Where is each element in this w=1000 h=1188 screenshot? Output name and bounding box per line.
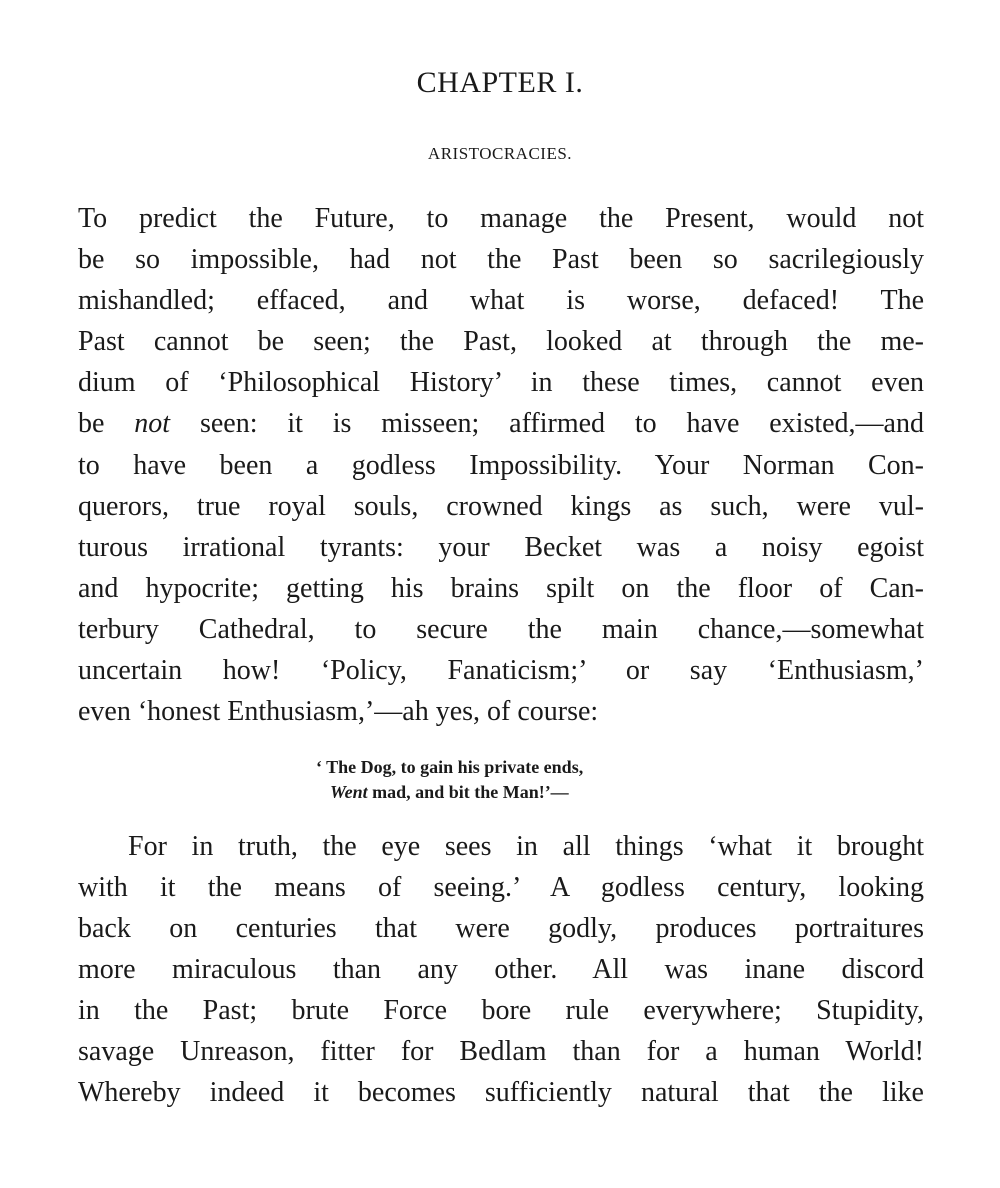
paragraph-line: more miraculous than any other. All was inane discord: [78, 954, 924, 985]
verse-emphasis: Went: [330, 782, 368, 802]
paragraph-line: in the Past; brute Force bore rule everywhere; Stupidity,: [78, 995, 924, 1026]
verse-line: ‘ The Dog, to gain his private ends,: [316, 757, 584, 777]
verse-line: [330, 781, 569, 803]
line-text: be: [78, 408, 135, 439]
paragraph-line: and hypocrite; getting his brains spilt on the floor of Can-: [78, 573, 924, 604]
paragraph-line: Whereby indeed it becomes sufficiently natural that the like: [78, 1077, 924, 1108]
paragraph-line: uncertain how! ‘Policy, Fanaticism;’ or say ‘Enthusiasm,’: [78, 655, 924, 686]
paragraph-line: terbury Cathedral, to secure the main chance,—somewhat: [78, 614, 924, 645]
paragraph-line: to have been a godless Impossibility. Your Norman Con-: [78, 450, 924, 481]
paragraph-line: savage Unreason, fitter for Bedlam than for a human World!: [78, 1036, 924, 1067]
paragraph-line: mishandled; effaced, and what is worse, defaced! The: [78, 285, 924, 316]
chapter-title: CHAPTER I.: [416, 66, 584, 99]
paragraph-line: [78, 407, 924, 441]
paragraph-line: For in truth, the eye sees in all things ‘what it brought: [128, 831, 924, 862]
paragraph-line: dium of ‘Philosophical History’ in these times, cannot even: [78, 367, 924, 398]
emphasis-text: not: [134, 408, 171, 439]
paragraph-line: Past cannot be seen; the Past, looked at through the me-: [78, 326, 924, 357]
paragraph-line: be so impossible, had not the Past been so sacrilegiously: [78, 244, 924, 275]
paragraph-line: back on centuries that were godly, produces portraitures: [78, 913, 924, 944]
paragraph-line: To predict the Future, to manage the Present, would not: [78, 203, 924, 234]
paragraph-line: with it the means of seeing.’ A godless century, looking: [78, 872, 924, 903]
chapter-subtitle: ARISTOCRACIES.: [427, 144, 573, 163]
paragraph-line: turous irrational tyrants: your Becket was a noisy egoist: [78, 532, 924, 563]
line-text: seen: it is misseen; affirmed to have existed,—and: [170, 408, 924, 439]
paragraph-line: even ‘honest Enthusiasm,’—ah yes, of course:: [78, 696, 599, 727]
paragraph-line: querors, true royal souls, crowned kings as such, were vul-: [78, 491, 924, 522]
verse-text: mad, and bit the Man!’—: [367, 782, 569, 802]
